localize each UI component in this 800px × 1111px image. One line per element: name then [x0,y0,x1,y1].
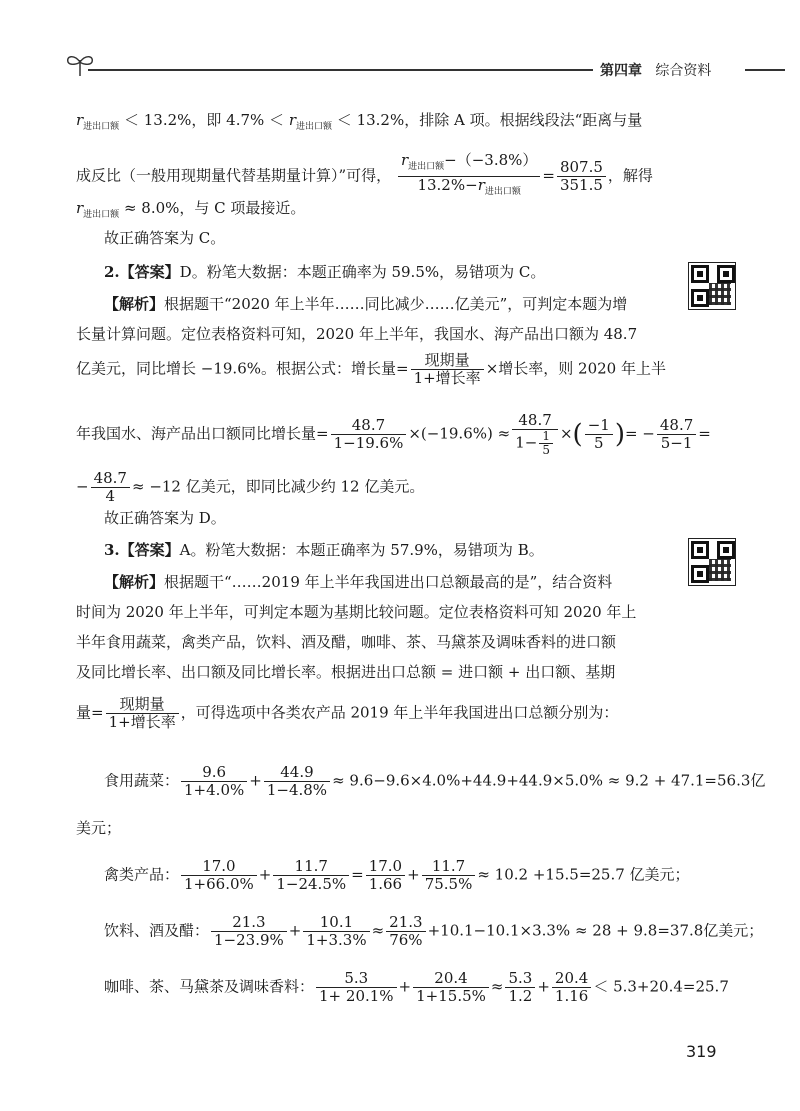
fraction: 48.7 1− $\frac{1}{5}$ [512,412,558,457]
fraction: $\frac{48.7}{1-19.6\%}$ [331,417,407,452]
text-line: 量= $\frac{\text{现期量}}{\text{1+增长率}}$ ，可得选项中各类农产品 2019 年上半年我国进出口总额分别为： [76,695,619,731]
text-line: 亿美元，同比增长 −19.6%。根据公式：增长量= $\frac{\text{现期量}}{\text{1+增长率}}$ ×增长率，则 2020 年上半 [76,351,666,387]
text-line: − $\frac{48.7}{4}$ ≈ −12 亿美元，即同比减少约 12 亿美元。 [76,469,425,505]
running-header [600,60,711,80]
fraction: $\frac{\text{现期量}}{\text{1+增长率}}$ [411,352,484,387]
fraction: $\frac{48.7}{4}$ [91,470,130,505]
conclusion-line: 故正确答案为 C。 [104,229,226,247]
qr-code-icon[interactable] [688,262,736,310]
qr-code-icon[interactable] [688,538,736,586]
text-line: 年我国水、海产品出口额同比增长量= $\frac{48.7}{1-19.6\%}$ ×(−19.6%) ≈ 48.7 1− $\frac{1}{5}$ ×( $\frac{-1}{5}$ )= − $\frac{48.7}{5-1}$ = [76,411,711,457]
sprout-icon [64,52,96,78]
fraction: $\frac{-1}{5}$ [585,417,613,452]
fraction: $\frac{r_{进出口额}-(-3.8\%)}{13.2\%-r_{进出口额}}$ [398,152,540,201]
text-line: $r_{进出口额} < 13.2\%$，即 $4.7\% < r_{进出口额} < 13.2\%$，排除 A 项。根据线段法“距离与量 [76,111,643,132]
fraction: $\frac{48.7}{5-1}$ [657,417,696,452]
calc-line-drinks: 饮料、酒及醋： $\frac{21.3}{1-23.9\%}$ + $\frac{10.1}{1+3.3\%}$ ≈ $\frac{21.3}{76\%}$ +10.1−10.1×3.3% ≈ 28 + 9.8=37.8亿美元； [104,913,764,949]
text-line: 半年食用蔬菜，禽类产品，饮料、酒及醋，咖啡、茶、马黛茶及调味香料的进口额 [76,633,617,651]
text-line: 及同比增长率、出口额及同比增长率。根据进出口总额 = 进口额 + 出口额、基期 [76,663,616,681]
text-line: 美元； [76,819,122,837]
answer-line: 2.【答案】D。粉笔大数据：本题正确率为 59.5%，易错项为 C。 [104,263,546,281]
fraction: $\frac{807.5}{351.5}$ [557,159,606,194]
chapter-title: 综合资料 [655,63,712,79]
calc-line-vegetables: 食用蔬菜： $\frac{9.6}{1+4.0\%}$ + $\frac{44.9}{1-4.8\%}$ ≈ 9.6−9.6×4.0%+44.9+44.9×5.0% ≈ 9.2 + 47.1=56.3亿 [104,763,766,799]
chapter-label: 第四章 [600,63,642,79]
conclusion-line: 故正确答案为 D。 [104,509,226,527]
header-rule [88,69,593,71]
calc-line-poultry: 禽类产品： $\frac{17.0}{1+66.0\%}$ + $\frac{11.7}{1-24.5\%}$ = $\frac{17.0}{1.66}$ + $\frac{11.7}{75.5\%}$ ≈ 10.2 +15.5=25.7 亿美元； [104,857,690,893]
fraction: $\frac{\text{现期量}}{\text{1+增长率}}$ [106,696,179,731]
text-line: 长量计算问题。定位表格资料可知，2020 年上半年，我国水、海产品出口额为 48.7 [76,325,638,343]
calc-line-coffee: 咖啡、茶、马黛茶及调味香料： $\frac{5.3}{1+ 20.1\%}$ + $\frac{20.4}{1+15.5\%}$ ≈ $\frac{5.3}{1.2}$ + $\frac{20.4}{1.16}$ ＜ 5.3+20.4=25.7 [104,969,729,1005]
analysis-line: 【解析】根据题干“2020 年上半年……同比减少……亿美元”，可判定本题为增 [104,295,628,313]
answer-line: 3.【答案】A。粉笔大数据：本题正确率为 57.9%，易错项为 B。 [104,541,544,559]
text-line: 成反比（一般用现期量代替基期量计算）”可得， $\frac{r_{进出口额}-(-3.8\%)}{13.2\%-r_{进出口额}}$ = $\frac{807.5}{351.5}$ ，解得 [76,152,653,201]
text-line: $r_{进出口额} \approx 8.0\%$，与 C 项最接近。 [76,199,306,220]
text-line: 时间为 2020 年上半年，可判定本题为基期比较问题。定位表格资料可知 2020 年上 [76,603,637,621]
header-rule-right [745,69,785,71]
analysis-line: 【解析】根据题干“……2019 年上半年我国进出口总额最高的是”，结合资料 [104,573,613,591]
page-number: 319 [686,1042,717,1061]
